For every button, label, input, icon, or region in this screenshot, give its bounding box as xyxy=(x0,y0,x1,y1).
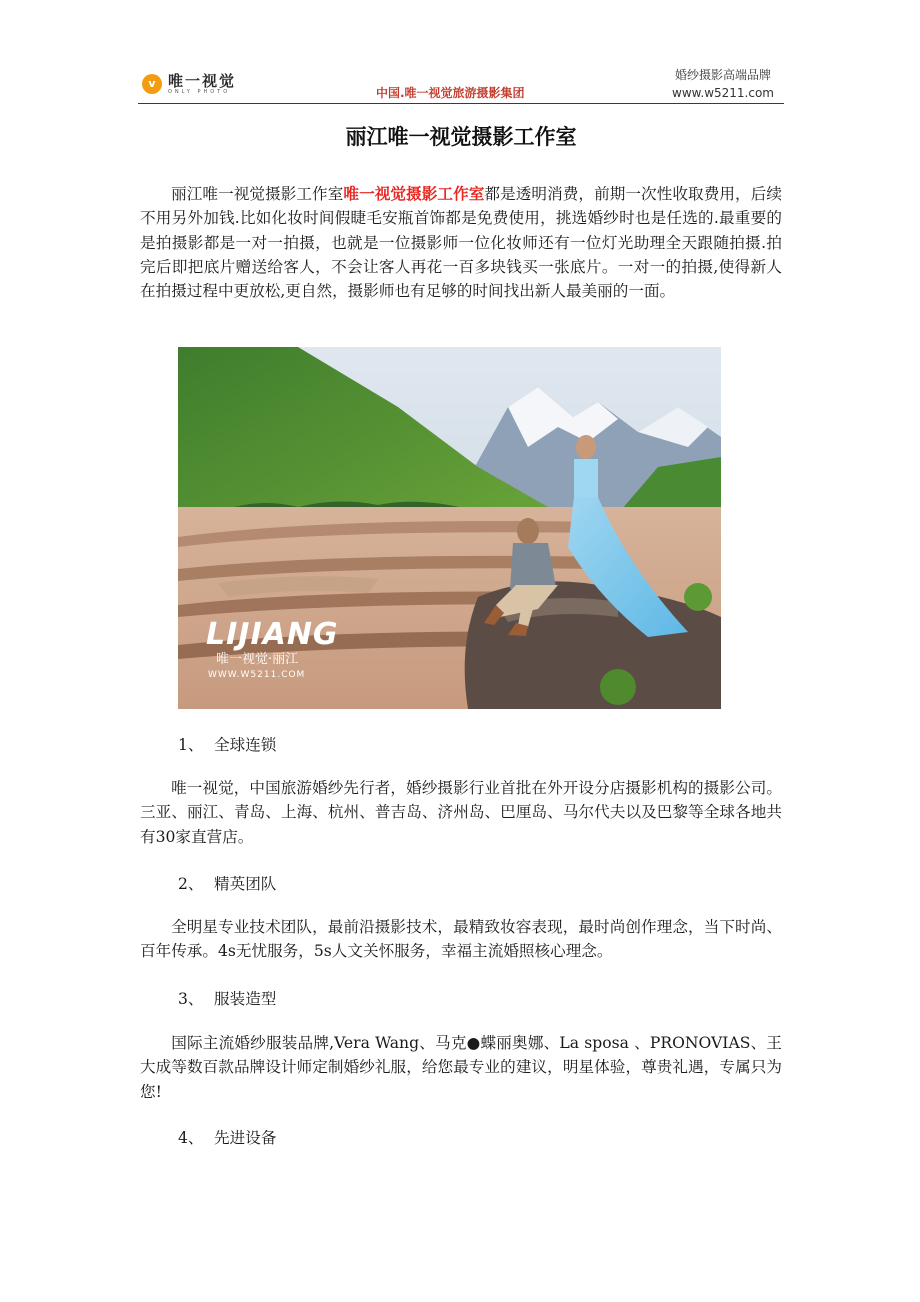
photo-watermark: LIJIANG 唯一视觉·丽江 WWW.W5211.COM xyxy=(206,617,339,680)
header-slogan: 婚纱摄影高端品牌 xyxy=(675,68,772,82)
section-body-1: 唯一视觉，中国旅游婚纱先行者，婚纱摄影行业首批在外开设分店摄影机构的摄影公司。三亚、丽江、青岛、上海、杭州、普吉岛、济州岛、巴厘岛、马尔代夫以及巴黎等全球各地共有30家直营店。 xyxy=(140,779,782,846)
section-heading-2: 2、 精英团队 xyxy=(178,875,277,893)
section-body-2: 全明星专业技术团队，最前沿摄影技术，最精致妆容表现，最时尚创作理念，当下时尚、百年传承。4s无忧服务，5s人文关怀服务，幸福主流婚照核心理念。 xyxy=(140,918,782,961)
logo-name: 唯一视觉 xyxy=(168,71,237,90)
logo-tagline: ONLY PHOTO xyxy=(168,88,231,95)
page-title: 丽江唯一视觉摄影工作室 xyxy=(345,124,577,149)
header-brand-info xyxy=(672,66,774,102)
highlight-studio-name: 唯一视觉摄影工作室 xyxy=(343,184,485,203)
section-body-3: 国际主流婚纱服装品牌,Vera Wang、马克●蝶丽奥娜、La sposa 、PRONOVIAS、王大成等数百款品牌设计师定制婚纱礼服，给您最专业的建议，明星体验，尊贵礼遇，专属只为您! xyxy=(140,1034,782,1101)
logo-badge-icon: v xyxy=(142,74,162,94)
section-heading-4: 4、 先进设备 xyxy=(178,1129,277,1147)
intro-paragraph: 丽江唯一视觉摄影工作室唯一视觉摄影工作室都是透明消费，前期一次性收取费用，后续不用另外加钱.比如化妆时间假睫毛安瓶首饰都是免费使用，挑选婚纱时也是任选的.最重要的是拍摄影都是一对一拍摄，也就是一位摄影师一位化妆师还有一位灯光助理全天跟随拍摄.拍完后即把底片赠送给客人，不会让客人再花一百多块钱买一张底片。一对一的拍摄,使得新人在拍摄过程中更放松,更自然，摄影师也有足够的时间找出新人最美丽的一面。 xyxy=(140,184,782,301)
section-heading-1: 1、 全球连锁 xyxy=(178,736,277,754)
header-divider xyxy=(138,103,784,104)
brand-logo xyxy=(142,70,236,98)
header-website: www.w5211.com xyxy=(672,86,774,100)
page-header xyxy=(138,62,784,104)
wedding-photo xyxy=(178,347,721,709)
header-group-name: 中国.唯一视觉旅游摄影集团 xyxy=(376,86,525,100)
section-heading-3: 3、 服装造型 xyxy=(178,990,277,1008)
